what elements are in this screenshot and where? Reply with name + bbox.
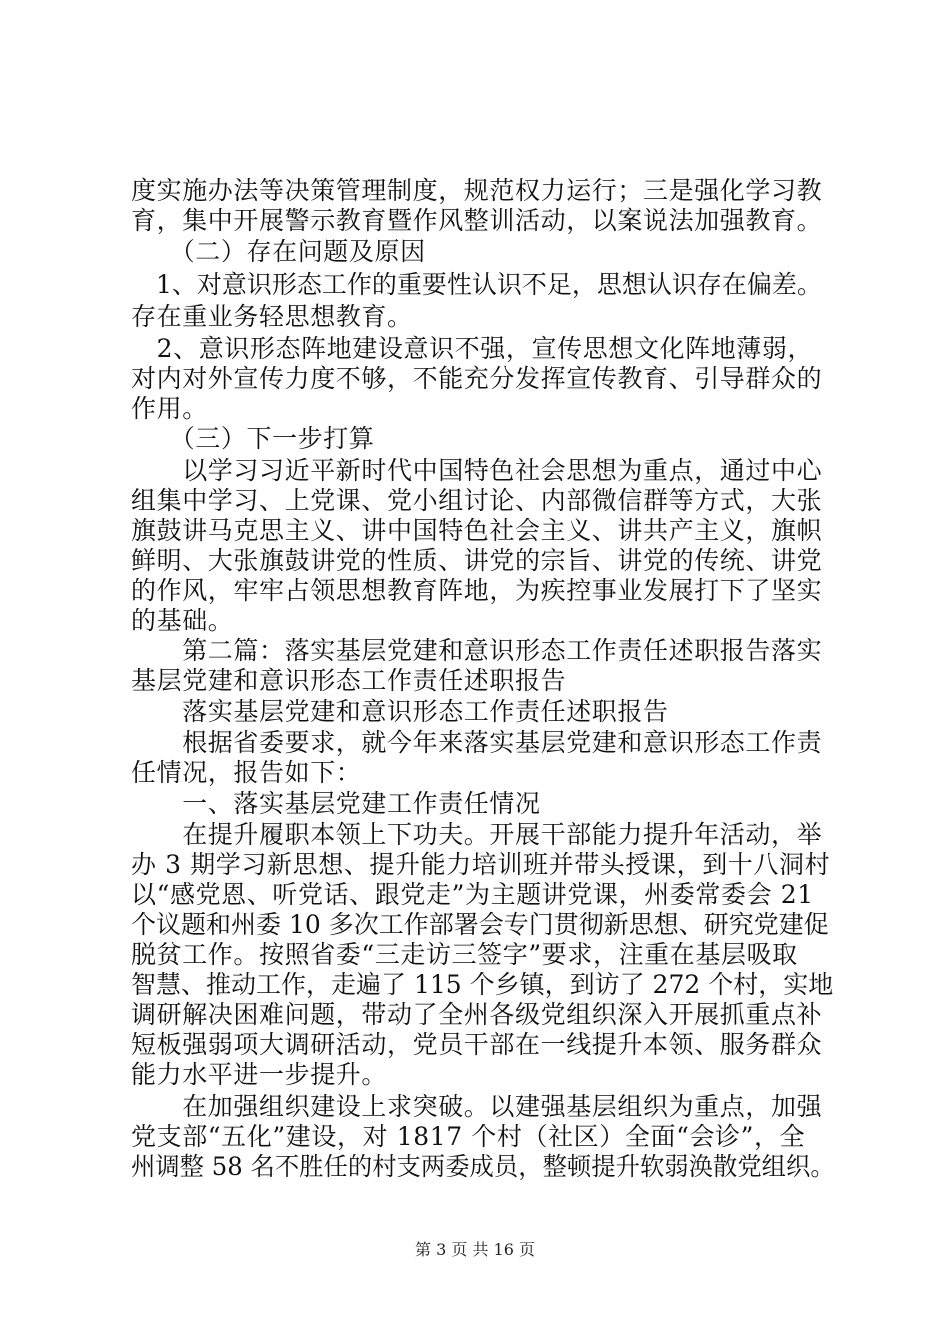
body-text-line: 鲜明、大张旗鼓讲党的性质、讲党的宗旨、讲党的传统、讲党 xyxy=(131,546,823,575)
body-text-line: 组集中学习、上党课、党小组讨论、内部微信群等方式，大张 xyxy=(131,486,823,515)
body-text-line: 在提升履职本领上下功夫。开展干部能力提升年活动，举 xyxy=(131,820,823,849)
body-text-line: 任情况，报告如下： xyxy=(131,758,362,787)
section-heading: 一、落实基层党建工作责任情况 xyxy=(131,789,541,818)
body-text-line: 旗鼓讲马克思主义、讲中国特色社会主义、讲共产主义，旗帜 xyxy=(131,516,823,545)
body-text-line: 州调整 58 名不胜任的村支两委成员，整顿提升软弱涣散党组织。 xyxy=(131,1152,835,1181)
body-text-line: 智慧、推动工作，走遍了 115 个乡镇，到访了 272 个村，实地 xyxy=(131,970,834,999)
body-text-line: 调研解决困难问题，带动了全州各级党组织深入开展抓重点补 xyxy=(131,1000,823,1029)
body-text-line: 根据省委要求，就今年来落实基层党建和意识形态工作责 xyxy=(131,728,823,757)
body-text-line: 对内对外宣传力度不够，不能充分发挥宣传教育、引导群众的 xyxy=(131,364,823,393)
chapter-title-line: 基层党建和意识形态工作责任述职报告 xyxy=(131,666,567,695)
body-text-line: 党支部“五化”建设，对 1817 个村（社区）全面“会诊”，全 xyxy=(131,1122,806,1151)
body-text-line: 2、意识形态阵地建设意识不强，宣传思想文化阵地薄弱， xyxy=(131,334,814,363)
section-heading: （二）存在问题及原因 xyxy=(131,237,426,266)
body-text-line: 个议题和州委 10 多次工作部署会专门贯彻新思想、研究党建促 xyxy=(131,910,829,939)
body-text-line: 能力水平进一步提升。 xyxy=(131,1060,388,1089)
report-title: 落实基层党建和意识形态工作责任述职报告 xyxy=(131,697,669,726)
section-heading: （三）下一步打算 xyxy=(131,424,375,453)
page-number-footer: 第 3 页 共 16 页 xyxy=(415,1240,535,1259)
body-text-line: 育，集中开展警示教育暨作风整训活动，以案说法加强教育。 xyxy=(131,206,823,235)
body-text-line: 作用。 xyxy=(131,394,208,423)
body-text-line: 的基础。 xyxy=(131,606,234,635)
body-text-line: 度实施办法等决策管理制度，规范权力运行；三是强化学习教 xyxy=(131,176,823,205)
body-text-line: 脱贫工作。按照省委“三走访三签字”要求，注重在基层吸取 xyxy=(131,940,798,969)
chapter-title-line: 第二篇：落实基层党建和意识形态工作责任述职报告落实 xyxy=(131,636,823,665)
body-text-line: 存在重业务轻思想教育。 xyxy=(131,302,413,331)
body-text-line: 在加强组织建设上求突破。以建强基层组织为重点，加强 xyxy=(131,1092,823,1121)
body-text-line: 以“感党恩、听党话、跟党走”为主题讲党课，州委常委会 21 xyxy=(131,880,814,909)
body-text-line: 办 3 期学习新思想、提升能力培训班并带头授课，到十八洞村 xyxy=(131,850,831,879)
body-text-line: 的作风，牢牢占领思想教育阵地，为疾控事业发展打下了坚实 xyxy=(131,576,823,605)
body-text-line: 以学习习近平新时代中国特色社会思想为重点，通过中心 xyxy=(131,456,823,485)
body-text-line: 1、对意识形态工作的重要性认识不足，思想认识存在偏差。 xyxy=(131,270,822,299)
body-text-line: 短板强弱项大调研活动，党员干部在一线提升本领、服务群众 xyxy=(131,1030,823,1059)
